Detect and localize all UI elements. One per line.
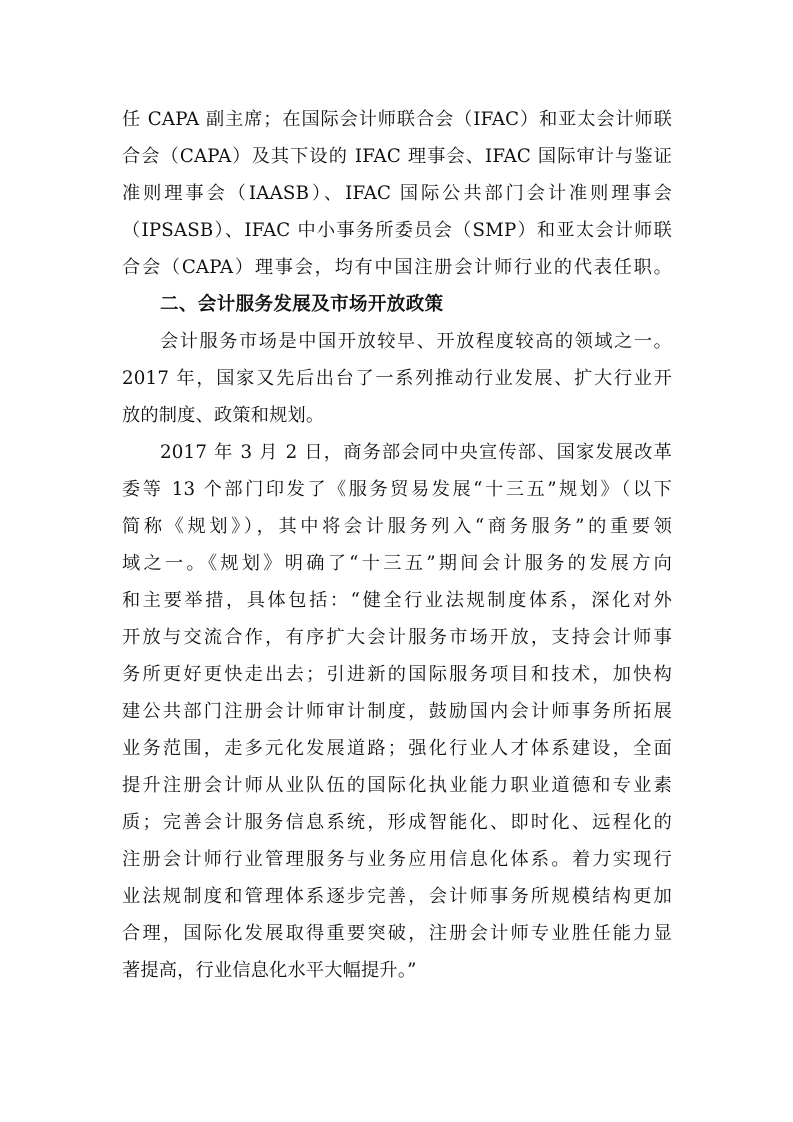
section-heading: 二、会计服务发展及市场开放政策 <box>160 294 444 315</box>
paragraph-line: 2017 年，国家又先后出台了一系列推动行业发展、扩大行业开 <box>122 368 672 389</box>
paragraph-line: 会计服务市场是中国开放较早、开放程度较高的领域之一。 <box>160 331 672 352</box>
paragraph-line: 合会（CAPA）理事会，均有中国注册会计师行业的代表任职。 <box>122 257 672 278</box>
paragraph-line: 质；完善会计服务信息系统，形成智能化、即时化、远程化的 <box>122 812 672 833</box>
paragraph-line: 委等 13 个部门印发了《服务贸易发展“十三五”规划》（以下 <box>122 479 672 500</box>
paragraph-line: 简称《规划》），其中将会计服务列入“商务服务”的重要领 <box>122 516 672 537</box>
paragraph-line: 业务范围，走多元化发展道路；强化行业人才体系建设，全面 <box>122 738 672 759</box>
paragraph-line: 合理，国际化发展取得重要突破，注册会计师专业胜任能力显 <box>122 923 672 944</box>
paragraph-line: 建公共部门注册会计师审计制度，鼓励国内会计师事务所拓展 <box>122 701 672 722</box>
paragraph-line: 2017 年 3 月 2 日，商务部会同中央宣传部、国家发展改革 <box>160 442 672 463</box>
paragraph-line: 任 CAPA 副主席；在国际会计师联合会（IFAC）和亚太会计师联 <box>122 109 672 130</box>
paragraph-line: 域之一。《规划》明确了“十三五”期间会计服务的发展方向 <box>122 553 672 574</box>
paragraph-line: 务所更好更快走出去；引进新的国际服务项目和技术，加快构 <box>122 664 672 685</box>
paragraph-line: 合会（CAPA）及其下设的 IFAC 理事会、IFAC 国际审计与鉴证 <box>122 146 672 167</box>
paragraph-line: 业法规制度和管理体系逐步完善，会计师事务所规模结构更加 <box>122 886 672 907</box>
paragraph-line: 准则理事会（IAASB）、IFAC 国际公共部门会计准则理事会 <box>122 183 672 204</box>
paragraph-line: 和主要举措，具体包括：“健全行业法规制度体系，深化对外 <box>122 590 672 611</box>
paragraph-line: 放的制度、政策和规划。 <box>122 405 325 426</box>
paragraph-line: 开放与交流合作，有序扩大会计服务市场开放，支持会计师事 <box>122 627 672 648</box>
paragraph-line: 注册会计师行业管理服务与业务应用信息化体系。着力实现行 <box>122 849 672 870</box>
paragraph-line: （IPSASB）、IFAC 中小事务所委员会（SMP）和亚太会计师联 <box>122 220 672 241</box>
paragraph-line: 著提高，行业信息化水平大幅提升。” <box>122 960 417 981</box>
paragraph-line: 提升注册会计师从业队伍的国际化执业能力职业道德和专业素 <box>122 775 672 796</box>
